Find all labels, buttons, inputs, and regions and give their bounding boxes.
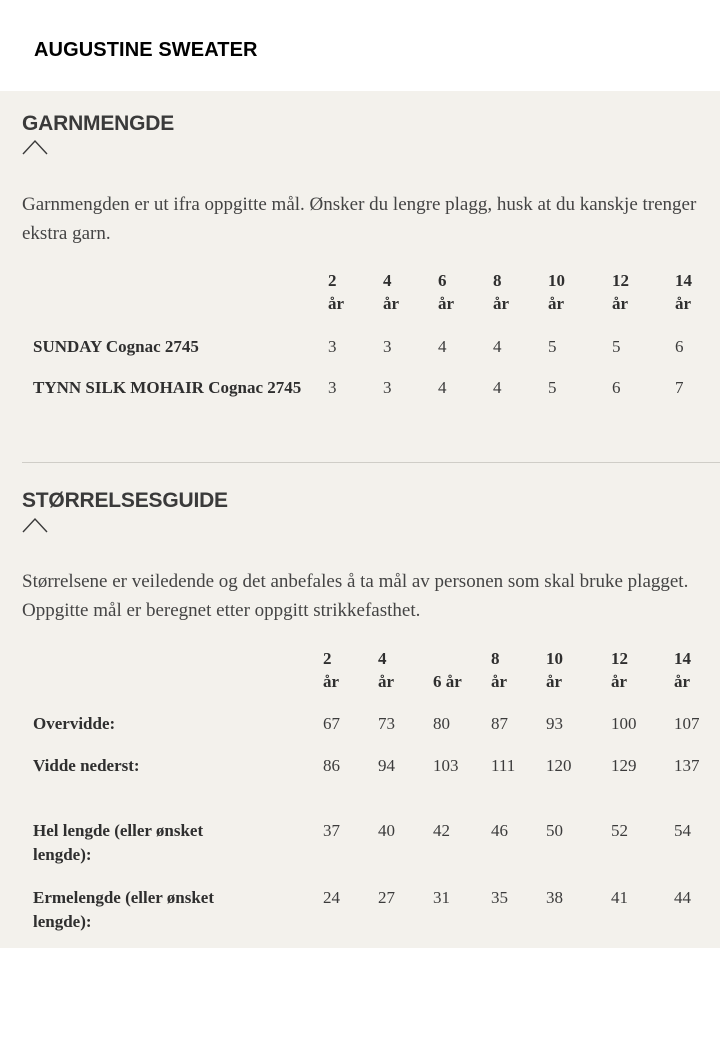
table-cell: 44: [674, 888, 691, 907]
size-header-number: 4: [378, 649, 387, 668]
table-cell: 3: [328, 337, 337, 356]
table-cell: 54: [674, 821, 691, 840]
table-cell: 93: [546, 714, 563, 733]
table-cell: 50: [546, 821, 563, 840]
row-label: Ermelengde (eller ønsket lengde):: [33, 888, 214, 931]
table-cell: 52: [611, 821, 628, 840]
table-cell: 7: [675, 378, 684, 397]
garnmengde-intro: Garnmengden er ut ifra oppgitte mål. Ønsker du lengre plagg, husk at du kanskje trenger ekstra garn.: [22, 194, 697, 244]
table-cell: 4: [493, 378, 502, 397]
table-cell: 4: [438, 337, 447, 356]
table-cell: 27: [378, 888, 395, 907]
table-cell: 111: [491, 756, 516, 775]
table-cell: 3: [383, 378, 392, 397]
table-cell: 120: [546, 756, 572, 775]
row-label: SUNDAY Cognac 2745: [33, 337, 199, 356]
table-cell: 86: [323, 756, 340, 775]
size-header-number: 8: [491, 649, 500, 668]
table-cell: 87: [491, 714, 508, 733]
table-cell: 137: [674, 756, 700, 775]
size-header-unit: år: [548, 294, 565, 313]
table-cell: 35: [491, 888, 508, 907]
garnmengde-heading: GARNMENGDE: [22, 112, 175, 135]
collapse-caret-icon[interactable]: [22, 517, 48, 533]
table-cell: 5: [548, 378, 557, 397]
size-header-unit: år: [378, 672, 395, 691]
table-cell: 107: [674, 714, 700, 733]
table-cell: 73: [378, 714, 395, 733]
row-label: TYNN SILK MOHAIR Cognac 2745: [33, 378, 302, 397]
size-header-number: 10: [546, 649, 563, 668]
table-cell: 129: [611, 756, 637, 775]
table-cell: 38: [546, 888, 563, 907]
size-header-unit: år: [383, 294, 400, 313]
size-header-unit: år: [438, 294, 455, 313]
table-cell: 94: [378, 756, 395, 775]
section-divider: [22, 462, 720, 463]
table-cell: 103: [433, 756, 459, 775]
table-cell: 3: [328, 378, 337, 397]
row-label: Overvidde:: [33, 714, 116, 733]
size-header-unit: 6 år: [433, 672, 462, 691]
table-cell: 4: [438, 378, 447, 397]
size-header-number: 14: [675, 271, 692, 290]
table-cell: 40: [378, 821, 395, 840]
size-header-number: 6: [438, 271, 447, 290]
storrelsesguide-intro: Størrelsene er veiledende og det anbefales å ta mål av personen som skal bruke plagget. Oppgitte mål er beregnet etter oppgitt strikkefasthet.: [22, 571, 689, 621]
size-header-unit: år: [612, 294, 629, 313]
table-cell: 46: [491, 821, 508, 840]
table-cell: 41: [611, 888, 628, 907]
size-header-unit: år: [674, 672, 691, 691]
content-panel: [0, 91, 720, 948]
size-header-number: 4: [383, 271, 392, 290]
row-label: Vidde nederst:: [33, 756, 140, 775]
storrelsesguide-heading: STØRRELSESGUIDE: [22, 489, 228, 512]
size-header-unit: år: [323, 672, 340, 691]
size-header-unit: år: [675, 294, 692, 313]
size-header-number: 12: [611, 649, 628, 668]
document-title: AUGUSTINE SWEATER: [34, 39, 258, 61]
size-header-unit: år: [546, 672, 563, 691]
table-cell: 100: [611, 714, 637, 733]
table-cell: 37: [323, 821, 340, 840]
table-cell: 31: [433, 888, 450, 907]
table-cell: 67: [323, 714, 340, 733]
table-cell: 24: [323, 888, 340, 907]
table-cell: 42: [433, 821, 450, 840]
size-header-number: 2: [328, 271, 337, 290]
table-cell: 4: [493, 337, 502, 356]
size-header-number: 10: [548, 271, 565, 290]
size-header-number: 8: [493, 271, 502, 290]
size-header-unit: år: [491, 672, 508, 691]
size-header-number: 2: [323, 649, 332, 668]
table-cell: 6: [612, 378, 621, 397]
row-label: Hel lengde (eller ønsket lengde):: [33, 821, 204, 864]
table-cell: 80: [433, 714, 450, 733]
table-cell: 3: [383, 337, 392, 356]
table-cell: 5: [612, 337, 621, 356]
size-header-number: 12: [612, 271, 629, 290]
table-cell: 6: [675, 337, 684, 356]
size-header-number: 14: [674, 649, 691, 668]
collapse-caret-icon[interactable]: [22, 139, 48, 155]
size-header-unit: år: [493, 294, 510, 313]
size-header-unit: år: [611, 672, 628, 691]
table-cell: 5: [548, 337, 557, 356]
size-header-unit: år: [328, 294, 345, 313]
